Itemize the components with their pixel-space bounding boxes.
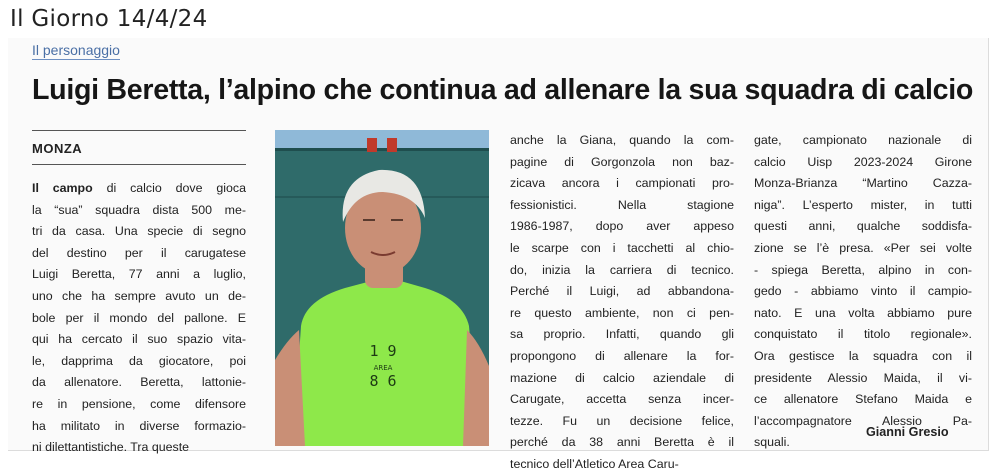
text-line: squali. — [754, 435, 790, 450]
text-line: da allenatore. Beretta, lattonie- — [32, 375, 246, 390]
portrait-photo — [275, 130, 489, 446]
shirt-print-top: 1 9 — [369, 342, 397, 360]
fence-top — [275, 148, 489, 151]
text-line: la “sua” squadra dista 500 me- — [32, 202, 246, 217]
text-line: zicava ancora i campionati pro- — [510, 176, 734, 191]
text-line: del destino per il carugatese — [32, 245, 246, 260]
portrait-illustration — [275, 130, 489, 446]
text-line: uno che ha sempre avuto un de- — [32, 288, 246, 303]
text-line: nato. E una volta abbiamo pure — [754, 305, 972, 320]
text-line: zione se l’è presa. «Per sei volte — [754, 240, 972, 255]
flag-mark-right — [387, 138, 397, 152]
text-line: re questo ambiente, non ci pen- — [510, 305, 734, 320]
text-line: - spiega Beretta, alpino in con- — [754, 262, 972, 277]
place-rule-bottom — [32, 164, 246, 165]
text-line: l’accompagnatore Alessio Pa- — [754, 413, 972, 428]
text-line: gate, campionato nazionale di — [754, 133, 972, 147]
text-column-2 — [510, 130, 734, 476]
shirt-print-mid: AREA — [373, 364, 393, 372]
text-line: ha militato in diverse formazio- — [32, 418, 246, 433]
text-line: Monza-Brianza “Martino Cazza- — [754, 176, 972, 191]
shirt — [293, 280, 479, 446]
flag-mark-left — [367, 138, 377, 152]
article-headline: Luigi Beretta, l’alpino che continua ad allenare la sua squadra di calcio — [32, 74, 974, 106]
dateline-place: MONZA — [32, 141, 83, 156]
text-fragment: di calcio dove gioca — [92, 181, 246, 195]
text-column-3 — [754, 130, 972, 454]
text-line: gedo - abbiamo vinto il campio- — [754, 284, 972, 299]
text-line: Ora gestisce la squadra con il — [754, 348, 972, 363]
text-line: fessionistici. Nella stagione — [510, 197, 734, 212]
text-line: bole per il mondo del pallone. E — [32, 310, 246, 325]
text-line: tecnico dell’Atletico Area Caru- — [510, 456, 679, 471]
text-line: sa proprio. Infatti, quando gli — [510, 327, 734, 342]
shirt-print-bottom: 8 6 — [369, 372, 397, 390]
text-line: mazione di calcio aziendale di — [510, 370, 734, 385]
newspaper-clipping — [8, 38, 989, 471]
text-line: tezze. Fu un decisione felice, — [510, 413, 734, 428]
source-caption: Il Giorno 14/4/24 — [10, 6, 208, 32]
text-line: 1986-1987, dopo aver appeso — [510, 219, 734, 234]
text-line: le scarpe con i tacchetti al chio- — [510, 240, 734, 255]
text-line: presidente Alessio Maida, il vi- — [754, 370, 972, 385]
text-line: do, inizia la carriera di tecnico. — [510, 262, 734, 277]
text-line: calcio Uisp 2023-2024 Girone — [754, 154, 972, 169]
text-line: questi anni, qualche soddisfa- — [754, 219, 972, 234]
text-line: Luigi Beretta, 77 anni a luglio, — [32, 267, 246, 282]
text-line: perché da 38 anni Beretta è il — [510, 435, 734, 450]
text-line: pagine di Gorgonzola non baz- — [510, 154, 734, 169]
text-line: Carugate, accetta senza incer- — [510, 392, 734, 407]
lead-in: Il campo — [32, 181, 93, 195]
text-line: le, dapprima da giocatore, poi — [32, 353, 246, 368]
section-kicker: Il personaggio — [32, 42, 120, 58]
author-byline: Gianni Gresio — [866, 425, 949, 439]
text-line: Perché il Luigi, ad abbandona- — [510, 284, 734, 299]
photo-sky — [275, 130, 489, 148]
text-line: re in pensione, come difensore — [32, 396, 246, 411]
text-line: anche la Giana, quando la com- — [510, 133, 734, 147]
text-line — [32, 178, 246, 200]
text-line: niga”. L’esperto mister, in tutti — [754, 197, 972, 212]
place-rule-top — [32, 130, 246, 131]
text-line: propongono di allenare la for- — [510, 348, 734, 363]
text-line: ni dilettantistiche. Tra queste — [32, 440, 190, 455]
text-line: tri da casa. Una specie di segno — [32, 224, 246, 239]
text-line: ce allenatore Stefano Maida e — [754, 392, 972, 407]
text-line: qui ha cercato il suo spazio vita- — [32, 332, 246, 347]
text-line: conquistato il titolo regionale». — [754, 327, 972, 342]
text-column-1 — [32, 178, 246, 459]
